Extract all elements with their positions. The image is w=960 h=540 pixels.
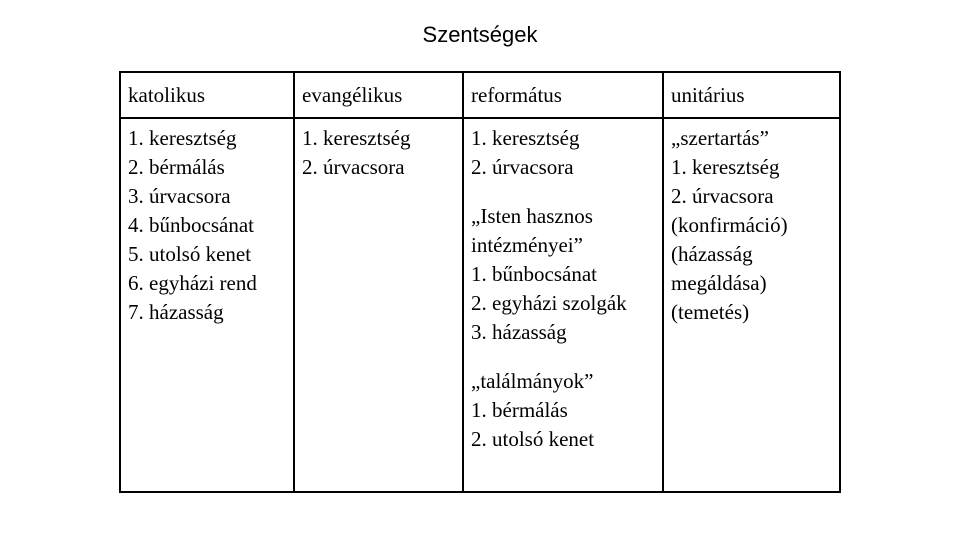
list-item: 1. bűnbocsánat [471, 262, 597, 286]
list-item: 2. utolsó kenet [471, 427, 595, 451]
list-item: 4. bűnbocsánat [128, 213, 254, 237]
cell-unitarius [663, 118, 840, 492]
list-item: 6. egyházi rend [128, 271, 257, 295]
cell-evangelikus [294, 118, 463, 492]
institutions-heading: „Isten hasznos [471, 204, 593, 228]
list-item: 1. keresztség [302, 126, 411, 150]
header-katolikus: katolikus [120, 72, 294, 118]
inventions-heading: „találmányok” [471, 369, 594, 393]
list-item: 2. bérmálás [128, 155, 225, 179]
list-item: „szertartás” [671, 126, 769, 150]
list-item: (konfirmáció) [671, 213, 788, 237]
header-reformatus: református [463, 72, 663, 118]
list-item: 2. úrvacsora [302, 155, 405, 179]
slide-title: Szentségek [422, 22, 538, 47]
cell-reformatus [463, 118, 663, 492]
list-item: 3. házasság [471, 320, 567, 344]
list-item: 3. úrvacsora [128, 184, 231, 208]
header-unitarius: unitárius [663, 72, 840, 118]
sacraments-table [119, 71, 841, 493]
header-evangelikus: evangélikus [294, 72, 463, 118]
list-item: 1. keresztség [128, 126, 237, 150]
cell-katolikus [120, 118, 294, 492]
list-item: 1. keresztség [471, 126, 580, 150]
list-item: 1. keresztség [671, 155, 780, 179]
list-item: 2. úrvacsora [671, 184, 774, 208]
list-item: 2. úrvacsora [471, 155, 574, 179]
list-item: (házasság [671, 242, 753, 266]
body-row [120, 118, 840, 492]
institutions-heading: intézményei” [471, 233, 583, 257]
list-item: 2. egyházi szolgák [471, 291, 627, 315]
list-item: 5. utolsó kenet [128, 242, 252, 266]
header-row [120, 72, 840, 118]
list-item: 7. házasság [128, 300, 224, 324]
list-item: (temetés) [671, 300, 750, 324]
list-item: 1. bérmálás [471, 398, 568, 422]
list-item: megáldása) [671, 271, 767, 295]
